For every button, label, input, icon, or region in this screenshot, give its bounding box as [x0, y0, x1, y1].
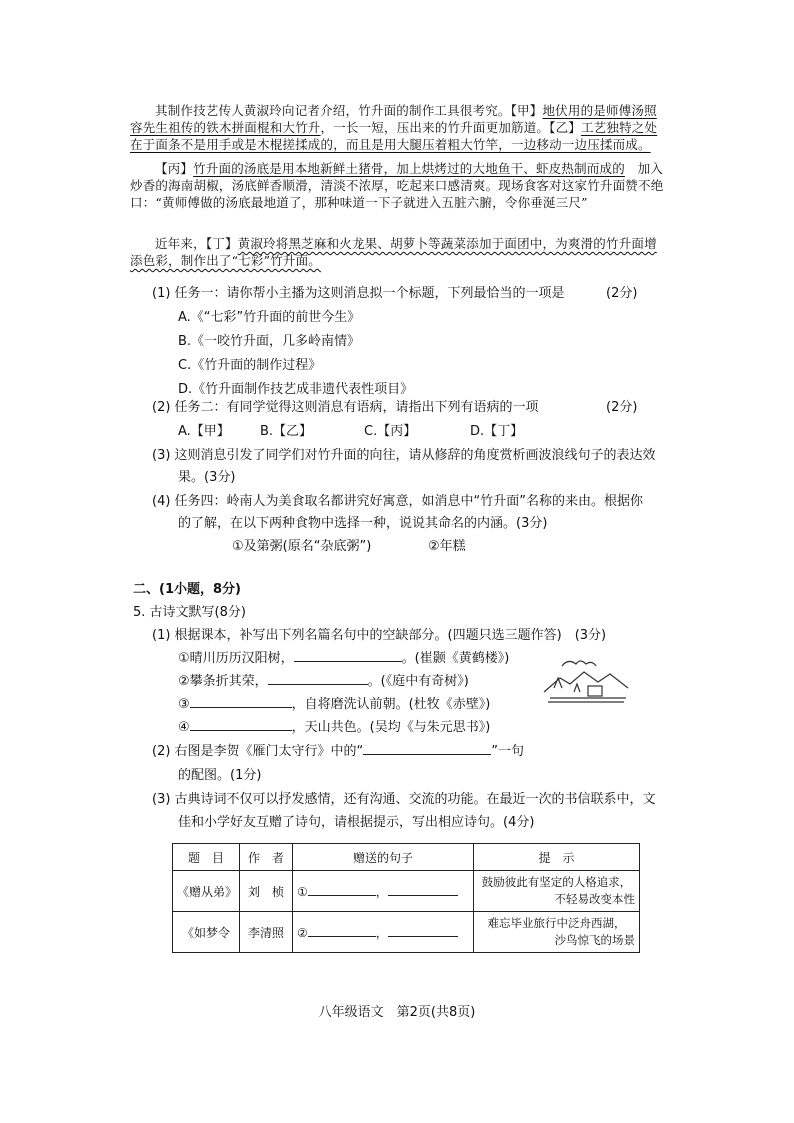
- tag-ding: 【丁】: [205, 236, 238, 251]
- row1-sentence: ① ，: [293, 871, 474, 912]
- p2-rest: 加入炒香的海南胡椒，汤底鲜香顺滑，清淡不浓厚，吃起来口感清爽。现场食客对这家竹升面赞不绝口：“黄师傅做的汤底最地道了，那种味道一下子就进入五脏六腑，令你垂涎三尺”: [130, 161, 664, 210]
- q1-option-c: C.《竹升面的制作过程》: [178, 358, 322, 373]
- q2-score: (2分): [606, 400, 638, 415]
- q2-option-a: A.【甲】: [178, 424, 230, 439]
- header-hint: 提 示: [474, 844, 640, 871]
- table-header-row: [173, 844, 640, 871]
- passage-paragraph-2: [130, 160, 665, 211]
- row1-mark: ①: [297, 884, 308, 899]
- q5-sub2-line-1: [152, 740, 524, 759]
- p1-start: 其制作技艺传人黄淑玲向记者介绍，竹升面的制作工具很考究。: [155, 103, 511, 118]
- tag-yi: 【乙】: [549, 120, 581, 135]
- q2-stem: (2) 任务二：有同学觉得这则消息有语病，请指出下列有语病的一项: [152, 400, 539, 415]
- q1-stem-text: (1) 任务一：请你帮小主播为这则消息拟一个标题，下列最恰当的一项是: [152, 286, 565, 301]
- q5-title: 5. 古诗文默写(8分): [133, 605, 246, 620]
- tag-bing: 【丙】: [155, 161, 194, 176]
- p3-start: 近年来，: [155, 236, 206, 251]
- poem-illustration: [540, 648, 632, 706]
- item-4-post: ，天山共色。(吴均《与朱元思书》): [291, 720, 491, 735]
- item-3-pre: ③: [178, 697, 190, 712]
- row2-hint: [474, 912, 640, 953]
- header-author: 作 者: [240, 844, 293, 871]
- illustration-wall: [548, 698, 626, 702]
- illustration-cloud: [562, 661, 596, 666]
- passage-paragraph-1: [130, 102, 665, 153]
- answer-blank-1[interactable]: [294, 649, 402, 662]
- table-row: [173, 871, 640, 912]
- sub2-pre: (2) 右图是李贺《雁门太守行》中的“: [152, 744, 364, 759]
- row1-title: 《赠从弟》: [173, 871, 240, 912]
- answer-blank-8[interactable]: [308, 924, 376, 937]
- illustration-tower: [588, 686, 602, 696]
- p1-mid: ，一长一短，压出来的竹升面更加筋道。: [320, 120, 550, 135]
- q1-option-d: D.《竹升面制作技艺成非遗代表性项目》: [178, 382, 414, 397]
- q3-line-1: (3) 这则消息引发了同学们对竹升面的向往，请从修辞的角度赏析画波浪线句子的表达效: [152, 448, 656, 463]
- q4-line-1: (4) 任务四：岭南人为美食取名都讲究好寓意，如消息中“竹升面”名称的来由。根据你: [152, 494, 644, 509]
- q1-score: (2分): [606, 286, 638, 301]
- q1-stem: [152, 282, 565, 301]
- q5-item-3: [178, 693, 490, 712]
- item-4-pre: ④: [178, 720, 190, 735]
- row2-hint-1: 难忘毕业旅行中泛舟西湖，: [487, 916, 626, 930]
- row1-author: 刘 桢: [240, 871, 293, 912]
- tag-jia: 【甲】: [510, 103, 543, 118]
- q5-sub3-line-2: 佳和小学好友互赠了诗句，请根据提示，写出相应诗句。(4分): [178, 815, 535, 830]
- section-2-title: 二、(1小题，8分): [133, 582, 241, 597]
- row2-title: 《如梦令: [173, 912, 240, 953]
- q2-option-d: D.【丁】: [470, 424, 524, 439]
- q4-food-1: ①及第粥(原名“杂底粥”): [232, 539, 372, 554]
- q5-item-2: [178, 670, 469, 689]
- answer-blank-2[interactable]: [268, 672, 368, 685]
- q5-sub1: (1) 根据课本，补写出下列名篇名句中的空缺部分。(四题只选三题作答) (3分): [152, 628, 607, 643]
- row1-hint: [474, 871, 640, 912]
- q5-item-4: [178, 716, 490, 735]
- sub2-post: ”一句: [491, 744, 525, 759]
- item-1-pre: ①晴川历历汉阳树，: [178, 651, 294, 666]
- sentence-yi: 工艺独特之处在于面条不是用手或是木棍搓揉成的，而且是用大腿压着粗大竹竿，一边移动一边压揉而成。: [130, 120, 658, 152]
- q1-option-b: B.《一咬竹升面，几多岭南情》: [178, 334, 361, 349]
- item-2-pre: ②攀条折其荣，: [178, 674, 268, 689]
- row2-hint-2: 沙鸟惊飞的场景: [554, 933, 635, 947]
- item-2-post: 。(《庭中有奇树》): [367, 674, 469, 689]
- answer-blank-4[interactable]: [190, 718, 292, 731]
- answer-blank-3[interactable]: [190, 695, 292, 708]
- q4-line-2: 的了解，在以下两种食物中选择一种，说说其命名的内涵。(3分): [178, 516, 548, 531]
- q3-line-2: 果。(3分): [178, 470, 236, 485]
- answer-blank-5[interactable]: [363, 742, 491, 755]
- sentence-bing: 竹升面的汤底是用本地新鲜土猪骨，加上烘烤过的大地鱼干、虾皮热制而成的: [193, 161, 625, 176]
- row1-hint-2: 不轻易改变本性: [554, 892, 635, 906]
- header-sentence: 赠送的句子: [293, 844, 474, 871]
- q5-item-1: [178, 647, 509, 666]
- item-3-post: ，自将磨洗认前朝。(杜牧《赤壁》): [291, 697, 491, 712]
- q5-sub2-line-2: 的配图。(1分): [178, 768, 262, 783]
- header-title: 题 目: [173, 844, 240, 871]
- q5-sub3-line-1: (3) 古典诗词不仅可以抒发感情，还有沟通、交流的功能。在最近一次的书信联系中，文: [152, 792, 656, 807]
- row2-sentence: ② ，: [293, 912, 474, 953]
- sentence-jia: 地伏用的是师傅汤照容先生祖传的铁木拼面棍和大竹升: [130, 103, 657, 135]
- table-row: [173, 912, 640, 953]
- poem-exchange-table: [172, 843, 640, 953]
- passage-paragraph-3: [130, 235, 665, 269]
- answer-blank-9[interactable]: [388, 924, 458, 937]
- q2-option-c: C.【丙】: [364, 424, 417, 439]
- q1-option-a: A.《“七彩”竹升面的前世今生》: [178, 310, 361, 325]
- answer-blank-6[interactable]: [308, 883, 376, 896]
- q2-option-b: B.【乙】: [260, 424, 313, 439]
- row2-author: 李清照: [240, 912, 293, 953]
- row1-hint-1: 鼓励彼此有坚定的人格追求，: [481, 875, 632, 889]
- page-footer: 八年级语文 第2页(共8页): [318, 1005, 476, 1020]
- item-1-post: 。(崔颢《黄鹤楼》): [401, 651, 510, 666]
- sentence-ding-wavy: 黄淑玲将黑芝麻和火龙果、胡萝卜等蔬菜添加于面团中，为爽滑的竹升面增添色彩，制作出了“七彩”竹升面。: [130, 236, 657, 268]
- q4-food-2: ②年糕: [428, 539, 466, 554]
- answer-blank-7[interactable]: [388, 883, 458, 896]
- row2-mark: ②: [297, 925, 308, 940]
